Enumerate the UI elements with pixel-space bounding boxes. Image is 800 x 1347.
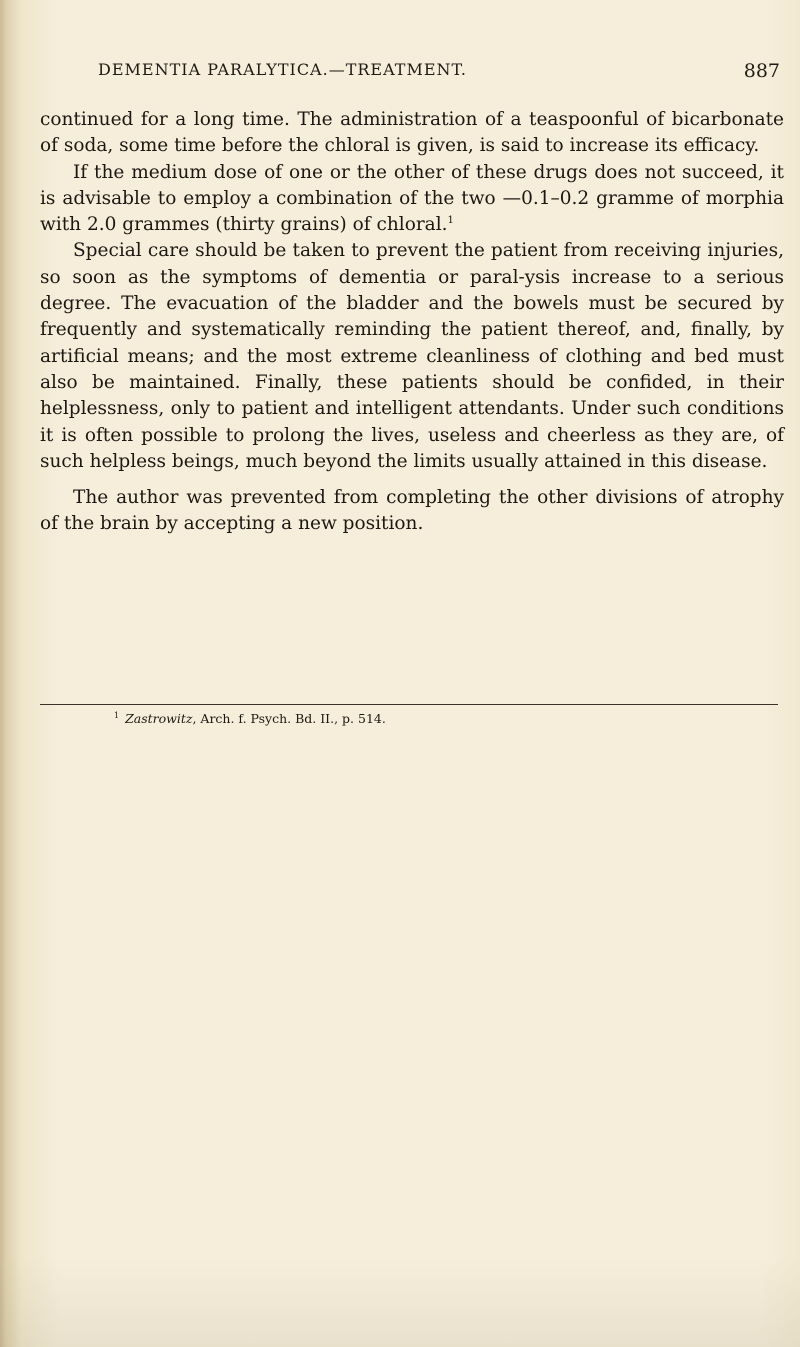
paragraph-text: Special care should be taken to prevent the patient from receiving injuries, so soon as the symptoms of dementia or paral-ysis increase to a serious degree. The evacuation of the bladder and the bowels must be secured by frequently and systematically reminding the patient thereof, and, finally, by artificial means; and the most extreme cleanliness of clothing and bed must also be maintained. Finally, these patients should be confided, in their helplessness, only to patient and intelligent attendants. Under such conditions it is often possible to prolong the lives, useless and cheerless as they are, of such helpless beings, much beyond the limits usually attained in this disease. <box>40 240 784 472</box>
footnote-author: Zastrowitz <box>125 711 193 727</box>
running-head <box>40 60 780 90</box>
paragraph-text: If the medium dose of one or the other of these drugs does not succeed, it is advisable to employ a combination of the two —0.1–0.2 gramme of morphia with 2.0 grammes (thirty grains) of chloral. <box>40 161 784 236</box>
footnote-divider <box>40 704 778 705</box>
footnote-reference-text: , Arch. f. Psych. Bd. II., p. 514. <box>192 711 386 727</box>
body-text <box>40 107 784 538</box>
paragraph <box>40 485 784 538</box>
paragraph <box>40 160 784 239</box>
paragraph-text: continued for a long time. The administration of a teaspoonful of bicarbonate of soda, some time before the chloral is given, is said to increase its efficacy. <box>40 109 784 157</box>
footnote-reference[interactable]: 1 <box>447 215 454 227</box>
footnote-mark: 1 <box>114 711 120 720</box>
paragraph <box>40 238 784 475</box>
paragraph-text: The author was prevented from completing the other divisions of atrophy of the brain by accepting a new position. <box>40 487 784 535</box>
footnote <box>114 711 386 726</box>
page-shadow <box>0 1257 800 1347</box>
page-number: 887 <box>743 60 780 82</box>
running-head-title: DEMENTIA PARALYTICA.—TREATMENT. <box>98 60 467 79</box>
paragraph <box>40 107 784 160</box>
